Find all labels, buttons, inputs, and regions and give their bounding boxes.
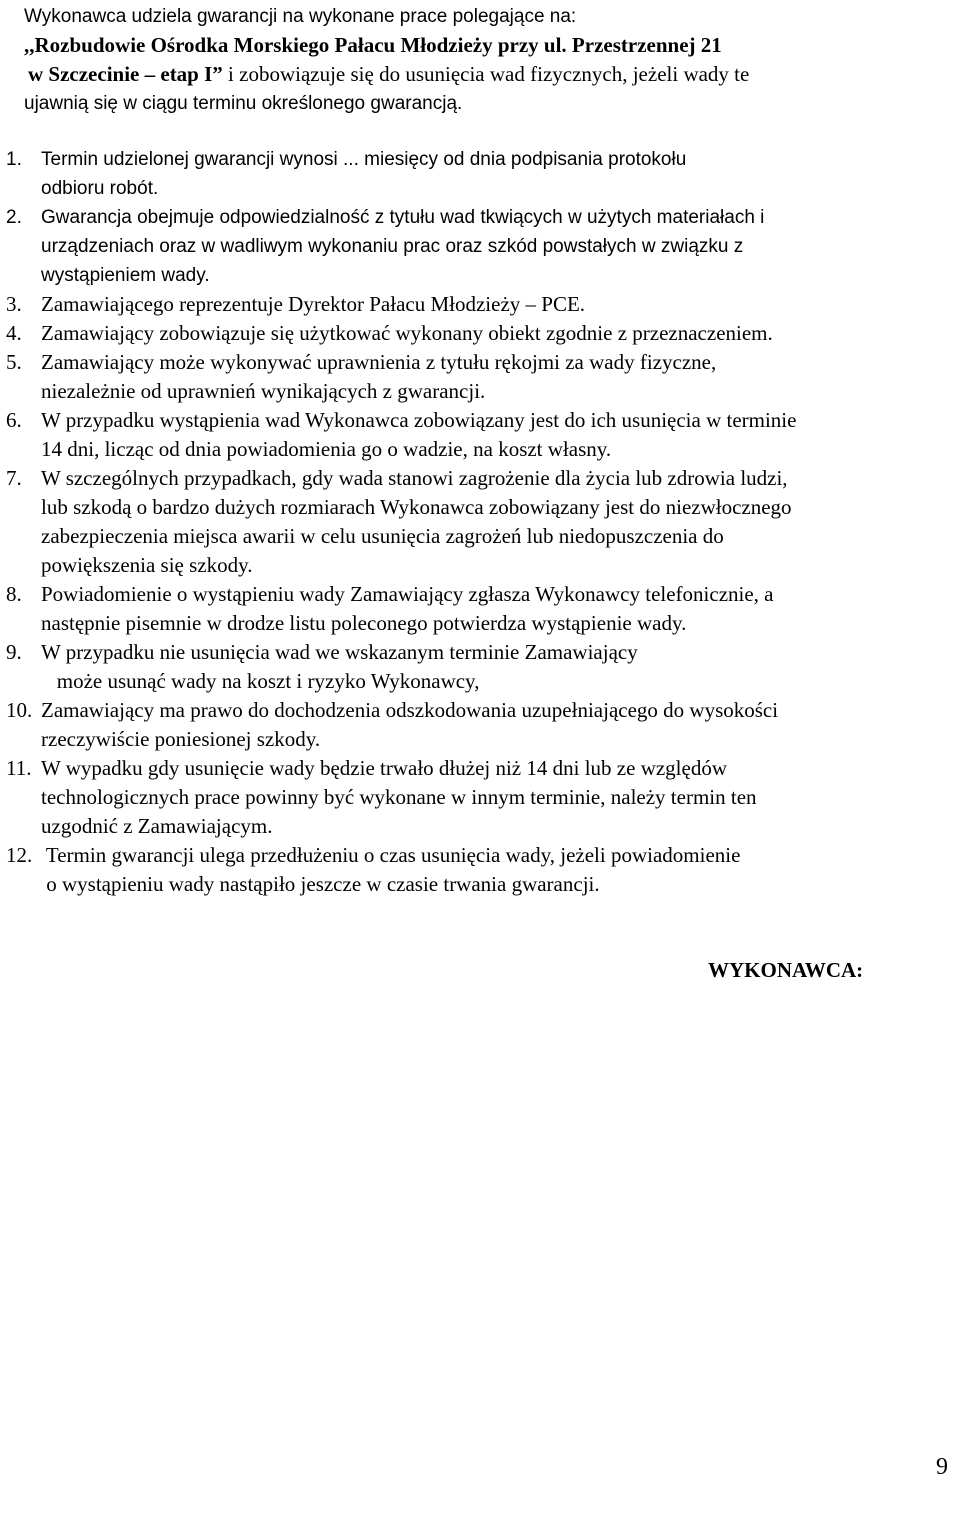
list-item-text: W wypadku gdy usunięcie wady będzie trwało dłużej niż 14 dni lub ze względów [41, 756, 727, 780]
list-item-number: 8. [6, 582, 22, 606]
list-item-text: W szczególnych przypadkach, gdy wada stanowi zagrożenie dla życia lub zdrowia ludzi, [41, 466, 788, 490]
intro-line-2: ,,Rozbudowie Ośrodka Morskiego Pałacu Młodzieży przy ul. Przestrzennej 21 [24, 33, 722, 57]
list-item-number: 1. [6, 149, 22, 170]
list-item-text: niezależnie od uprawnień wynikających z gwarancji. [41, 379, 486, 403]
list-item-text: o wystąpieniu wady nastąpiło jeszcze w czasie trwania gwarancji. [41, 872, 600, 896]
list-item-text: uzgodnić z Zamawiającym. [41, 814, 273, 838]
list-item-text: może usunąć wady na koszt i ryzyko Wykonawcy, [41, 669, 480, 693]
list-item-text: W przypadku wystąpienia wad Wykonawca zobowiązany jest do ich usunięcia w terminie [41, 408, 797, 432]
list-item-number: 11. [6, 756, 32, 780]
list-item-text: Zamawiający zobowiązuje się użytkować wykonany obiekt zgodnie z przeznaczeniem. [41, 321, 773, 345]
intro-line-3-rest: i zobowiązuje się do usunięcia wad fizycznych, jeżeli wady te [222, 62, 750, 86]
intro-line-1: Wykonawca udziela gwarancji na wykonane prace polegające na: [24, 6, 577, 27]
list-item-number: 6. [6, 408, 22, 432]
list-item-text: urządzeniach oraz w wadliwym wykonaniu prac oraz szkód powstałych w związku z [41, 236, 744, 257]
list-item-text: Termin udzielonej gwarancji wynosi ... miesięcy od dnia podpisania protokołu [41, 149, 687, 170]
list-item-text: W przypadku nie usunięcia wad we wskazanym terminie Zamawiający [41, 640, 638, 664]
list-item-number: 2. [6, 207, 22, 228]
list-item-number: 9. [6, 640, 22, 664]
list-item-text: powiększenia się szkody. [41, 553, 253, 577]
list-item-text: odbioru robót. [41, 178, 159, 199]
list-item-text: Powiadomienie o wystąpieniu wady Zamawiający zgłasza Wykonawcy telefonicznie, a [41, 582, 774, 606]
intro-line-3 [24, 60, 944, 89]
list-item-text: Zamawiający ma prawo do dochodzenia odszkodowania uzupełniającego do wysokości [41, 698, 779, 722]
contractor-signature-label: WYKONAWCA: [708, 958, 864, 982]
list-item-text: Gwarancja obejmuje odpowiedzialność z tytułu wad tkwiących w użytych materiałach i [41, 207, 765, 228]
list-item-number: 12. [6, 843, 33, 867]
list-item-number: 5. [6, 350, 22, 374]
list-item-number: 10. [6, 698, 33, 722]
list-item-text: 14 dni, licząc od dnia powiadomienia go o wadzie, na koszt własny. [41, 437, 612, 461]
intro-paragraph [24, 2, 944, 118]
list-item-number: 4. [6, 321, 22, 345]
list-item-text: zabezpieczenia miejsca awarii w celu usunięcia zagrożeń lub niedopuszczenia do [41, 524, 724, 548]
list-item-text: Termin gwarancji ulega przedłużeniu o czas usunięcia wady, jeżeli powiadomienie [41, 843, 741, 867]
list-item-number: 7. [6, 466, 22, 490]
list-item-text: rzeczywiście poniesionej szkody. [41, 727, 321, 751]
list-item-text: następnie pisemnie w drodze listu poleconego potwierdza wystąpienie wady. [41, 611, 687, 635]
page-number: 9 [936, 1454, 948, 1480]
list-item-text: Zamawiającego reprezentuje Dyrektor Pałacu Młodzieży – PCE. [41, 292, 586, 316]
intro-location-bold: w Szczecinie – etap I” [28, 62, 223, 86]
list-item-text: lub szkodą o bardzo dużych rozmiarach Wykonawca zobowiązany jest do niezwłocznego [41, 495, 792, 519]
list-item-number: 3. [6, 292, 22, 316]
list-item-text: Zamawiający może wykonywać uprawnienia z tytułu rękojmi za wady fizyczne, [41, 350, 717, 374]
list-item-text: technologicznych prace powinny być wykonane w innym terminie, należy termin ten [41, 785, 757, 809]
list-item-text: wystąpieniem wady. [41, 265, 210, 286]
intro-line-4: ujawnią się w ciągu terminu określonego gwarancją. [24, 93, 463, 114]
